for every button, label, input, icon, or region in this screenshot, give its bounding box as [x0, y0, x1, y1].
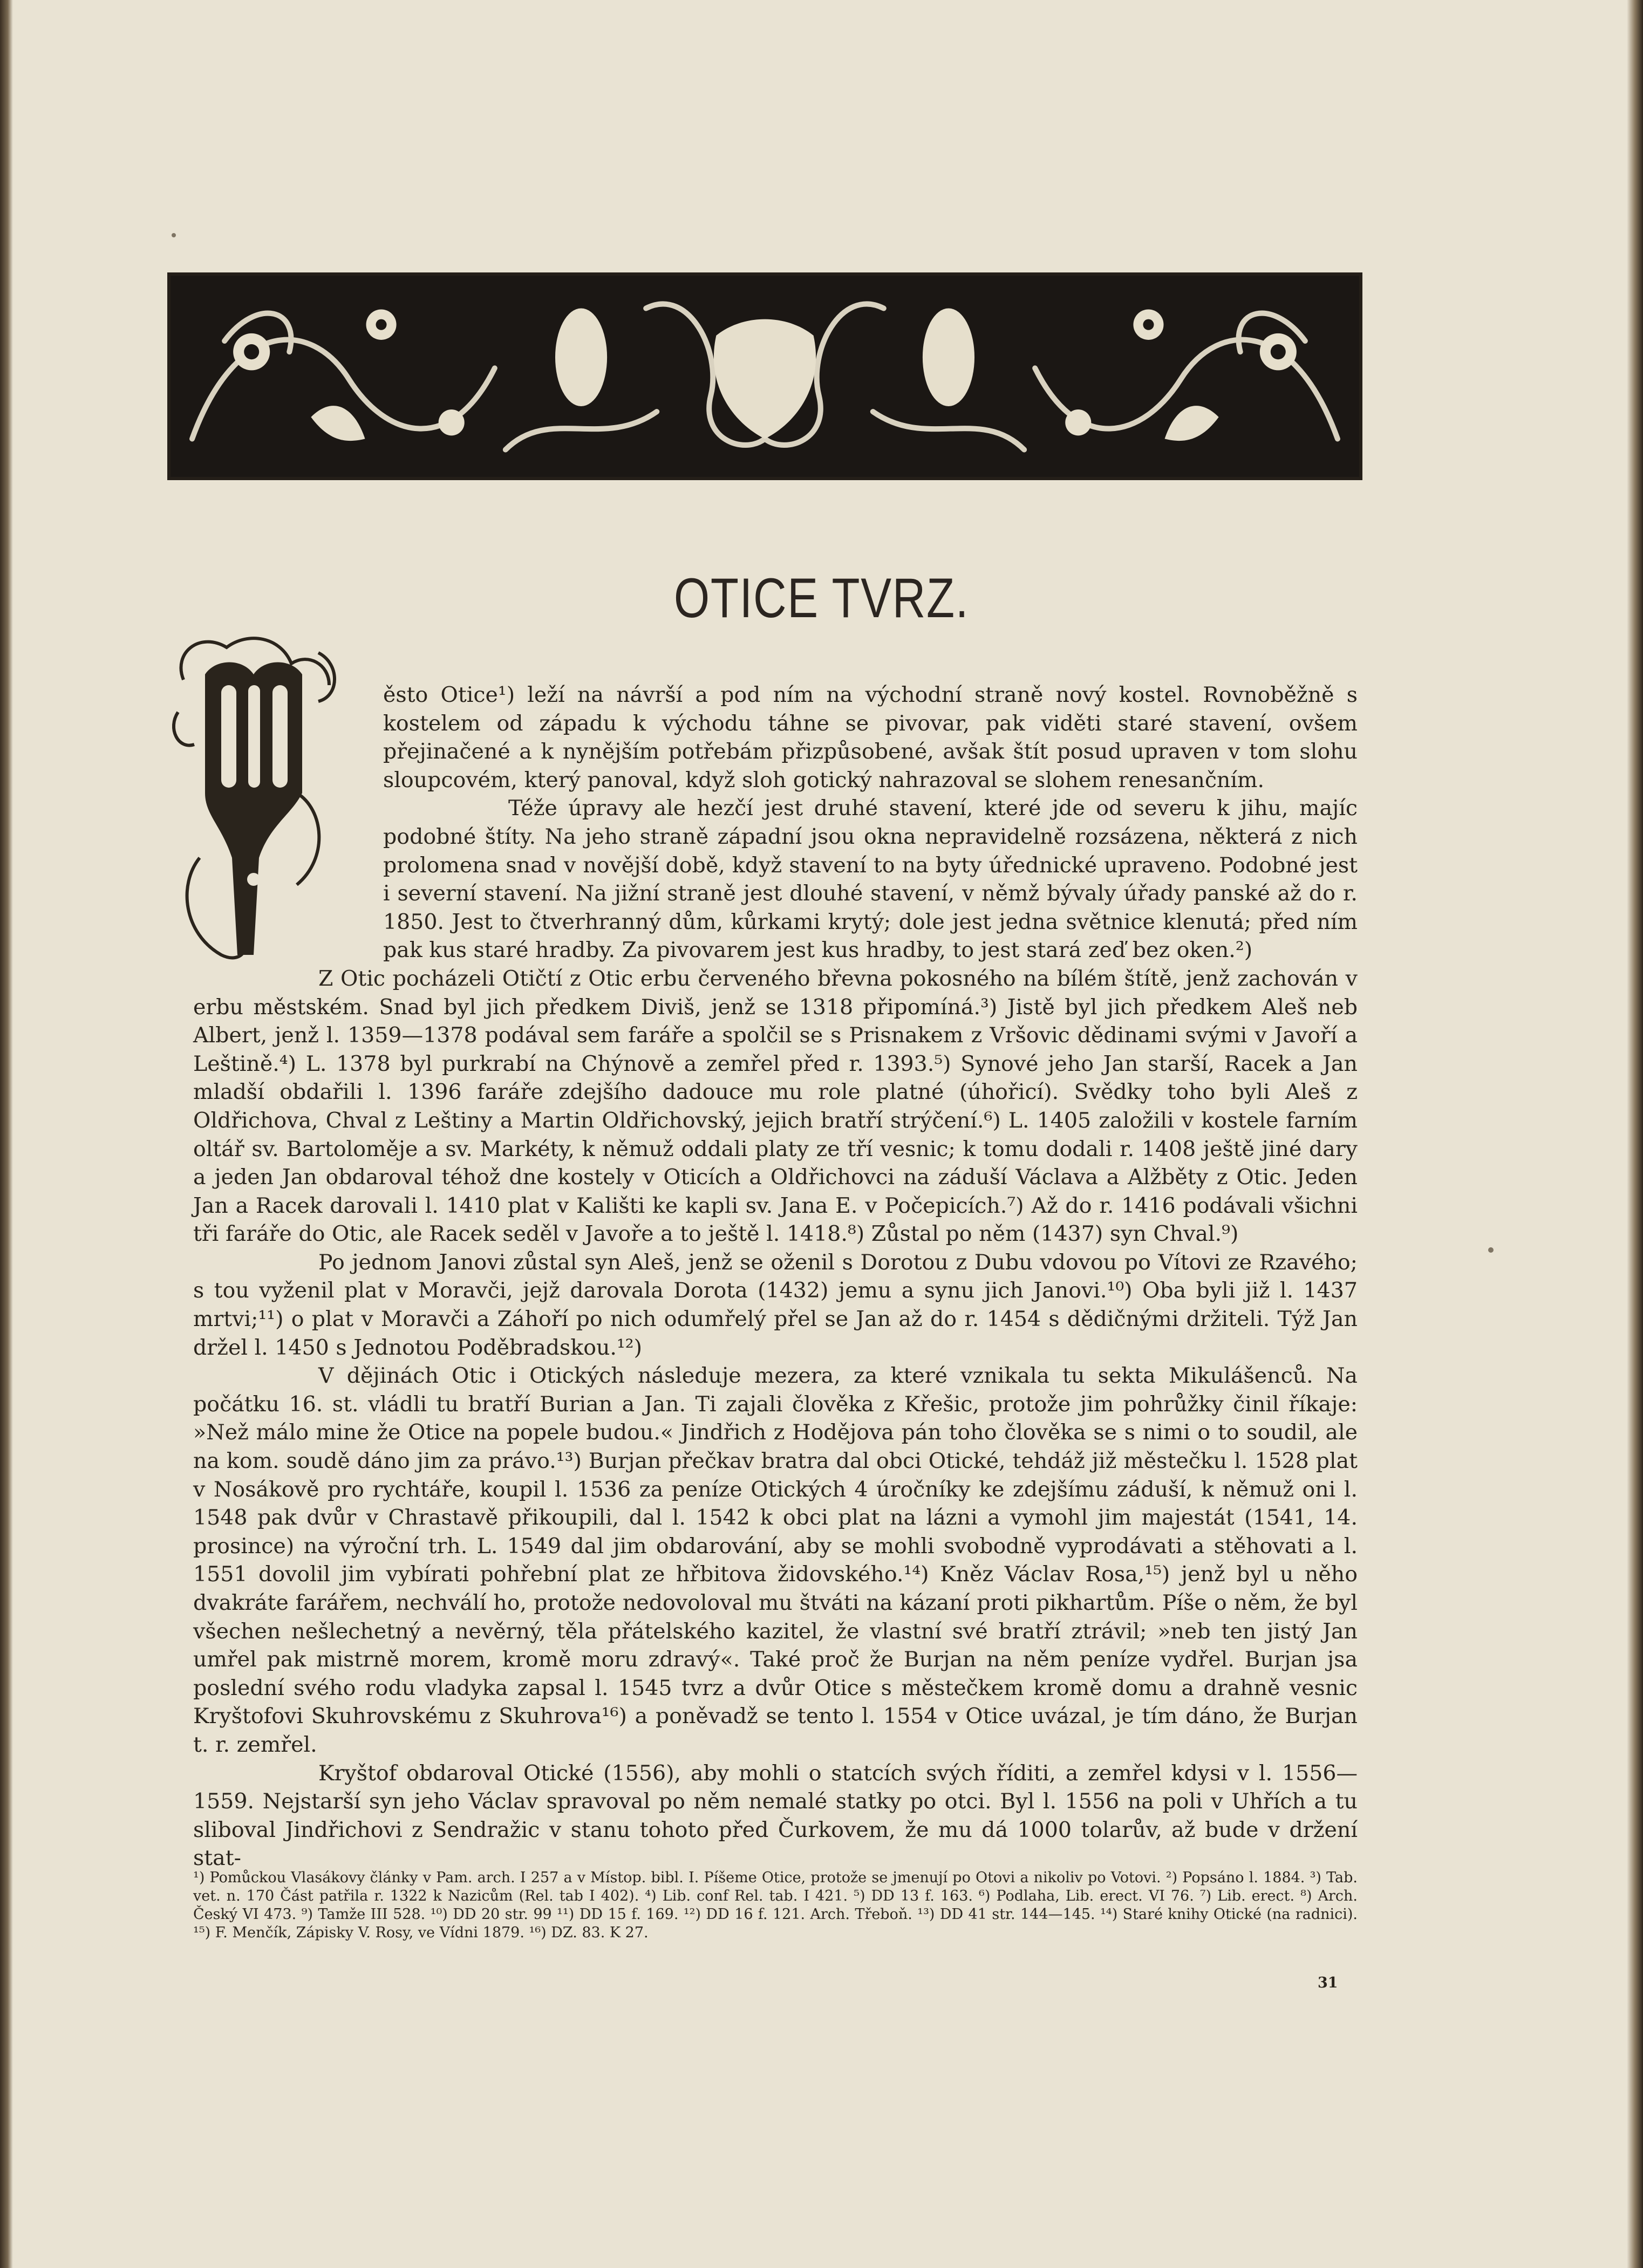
page-title: OTICE TVRZ.	[673, 567, 970, 630]
paragraph-1: ěsto Otice¹) leží na návrší a pod ním na východní straně nový kostel. Rovnoběžně s kostelem od západu k východu táhne se pivovar, pak viděti staré stavení, ovšem přejinačené a k nynějším potřebám přizpůsobené, avšak štít posud upraven v tom slohu sloupcovém, který panoval, když sloh gotický nahrazoval se slohem renesančním.	[383, 682, 1358, 793]
speck	[172, 233, 176, 237]
speck	[1488, 1247, 1494, 1253]
page-number: 31	[1318, 1975, 1338, 1991]
ornament-illustration	[171, 276, 1359, 477]
page-edge-left	[0, 0, 13, 2268]
article-body	[193, 681, 1358, 1873]
ornamental-headpiece	[167, 272, 1362, 480]
footnotes: ¹) Pomůckou Vlasákovy články v Pam. arch. I 257 a v Místop. bibl. I. Píšeme Otice, protože se jmenují po Otovi a nikoliv po Votovi. ²) Popsáno l. 1884. ³) Tab. vet. n. 170 Část patřila r. 1322 k Nazicům (Rel. tab I 402). ⁴) Lib. conf Rel. tab. I 421. ⁵) DD 13 f. 163. ⁶) Podlaha, Lib. erect. VI 76. ⁷) Lib. erect. ⁸) Arch. Český VI 473. ⁹) Tamže III 528. ¹⁰) DD 20 str. 99 ¹¹) DD 15 f. 169. ¹²) DD 16 f. 121. Arch. Třeboň. ¹³) DD 41 str. 144—145. ¹⁴) Staré knihy Otické (na radnici). ¹⁵) F. Menčík, Zápisky V. Rosy, ve Vídni 1879. ¹⁶) DZ. 83. K 27.	[193, 1869, 1358, 1941]
paragraph-6: Kryštof obdaroval Otické (1556), aby mohli o statcích svých říditi, a zemřel kdysi v l. 1556—1559. Nejstarší syn jeho Václav spravoval po něm nemalé statky po otci. Byl l. 1556 na poli v Uhřích a tu sliboval Jindřichovi z Sendražic v stanu tohoto před Čurkovem, že mu dá 1000 tolarův, až bude v držení stat-	[193, 1760, 1358, 1871]
page-edge-right	[1627, 0, 1643, 2268]
paragraph-5: V dějinách Otic i Otických následuje mezera, za které vznikala tu sekta Mikulášenců. Na počátku 16. st. vládli tu bratří Burian a Jan. Ti zajali člověka z Křešic, protože jim pohrůžky činil říkaje: »Než málo mine že Otice na popele budou.« Jindřich z Hodějova pán toho člověka se s nimi o to soudil, ale na kom. soudě dáno jim za právo.¹³) Burjan přečkav bratra dal obci Otické, tehdáž již městečku l. 1528 plat v Nosákově pro rychtáře, koupil l. 1536 za peníze Otických 4 úročníky ke zdejšímu záduší, k němuž oni l. 1548 pak dvůr v Chrastavě přikoupili, dal l. 1542 k obci plat na lázni a vymohl jim majestát (1541, 14. prosince) na výroční trh. L. 1549 dal jim obdarování, aby se mohli svobodně vyprodávati a stěhovati a l. 1551 dovolil jim vybírati pohřební plat ze hřbitova židovského.¹⁴) Kněz Václav Rosa,¹⁵) jenž byl u něho dvakráte farářem, nechválí ho, protože nedovoloval mu štváti na kázaní proti pikhartům. Píše o něm, že byl všechen nešlechetný a nevěrný, těla přátelského kazitel, že vlastní své bratří ztrávil; »neb ten jistý Jan umřel pak mistrně morem, kromě moru zdravý«. Také proč že Burjan na něm peníze vydřel. Burjan jsa poslední svého rodu vladyka zapsal l. 1545 tvrz a dvůr Otice s městečkem kromě domu a drahně vesnic Kryštofovi Skuhrovskému z Skuhrova¹⁶) a poněvadž se tento l. 1554 v Otice uvázal, je tím dáno, že Burjan t. r. zemřel.	[193, 1363, 1358, 1757]
paragraph-4: Po jednom Janovi zůstal syn Aleš, jenž se oženil s Dorotou z Dubu vdovou po Vítovi ze Rzavého; s tou vyženil plat v Moravči, jejž darovala Dorota (1432) jemu a synu jich Janovi.¹⁰) Oba byli již l. 1437 mrtvi;¹¹) o plat v Moravči a Záhoří po nich odumřelý přel se Jan až do r. 1454 s dědičnými držiteli. Týž Jan držel l. 1450 s Jednotou Poděbradskou.¹²)	[193, 1249, 1358, 1360]
paragraph-3: Z Otic pocházeli Otičtí z Otic erbu červeného břevna pokosného na bílém štítě, jenž zachován v erbu městském. Snad byl jich předkem Diviš, jenž se 1318 připomíná.³) Jistě byl jich předkem Aleš neb Albert, jenž l. 1359—1378 podával sem faráře a spolčil se s Prisnakem z Vršovic dědinami svými v Javoří a Leštině.⁴) L. 1378 byl purkrabí na Chýnově a zemřel před r. 1393.⁵) Synové jeho Jan starší, Racek a Jan mladší obdařili l. 1396 faráře zdejšího dadouce mu role platné (úhořicí). Svědky toho byli Aleš z Oldřichova, Chval z Leštiny a Martin Oldřichovský, jejich bratří strýčení.⁶) L. 1405 založili v kostele farním oltář sv. Bartoloměje a sv. Markéty, k němuž oddali platy ze tří vesnic; k tomu dodali r. 1408 ještě jiné dary a jeden Jan obdaroval téhož dne kostely v Oticích a Oldřichovci na záduší Václava a Alžběty z Otic. Jeden Jan a Racek darovali l. 1410 plat v Kališti ke kapli sv. Jana E. v Počepicích.⁷) Až do r. 1416 podávali všichni tři faráře do Otic, ale Racek seděl v Javoře a to ještě l. 1418.⁸) Zůstal po něm (1437) syn Chval.⁹)	[193, 966, 1358, 1247]
paragraph-2: Téže úpravy ale hezčí jest druhé stavení, které jde od severu k jihu, majíc podobné štíty. Na jeho straně západní jsou okna nepravidelně rozsázena, některá z nich prolomena snad v novější době, když stavení to na byty úřednické upraveno. Podobné jest i severní stavení. Na jižní straně jest dlouhé stavení, v němž bývaly úřady panské až do r. 1850. Jest to čtverhranný dům, kůrkami krytý; dole jest jedna světnice klenutá; před ním pak kus staré hradby. Za pivovarem jest kus hradby, to jest stará zeď bez oken.²)	[383, 796, 1358, 963]
